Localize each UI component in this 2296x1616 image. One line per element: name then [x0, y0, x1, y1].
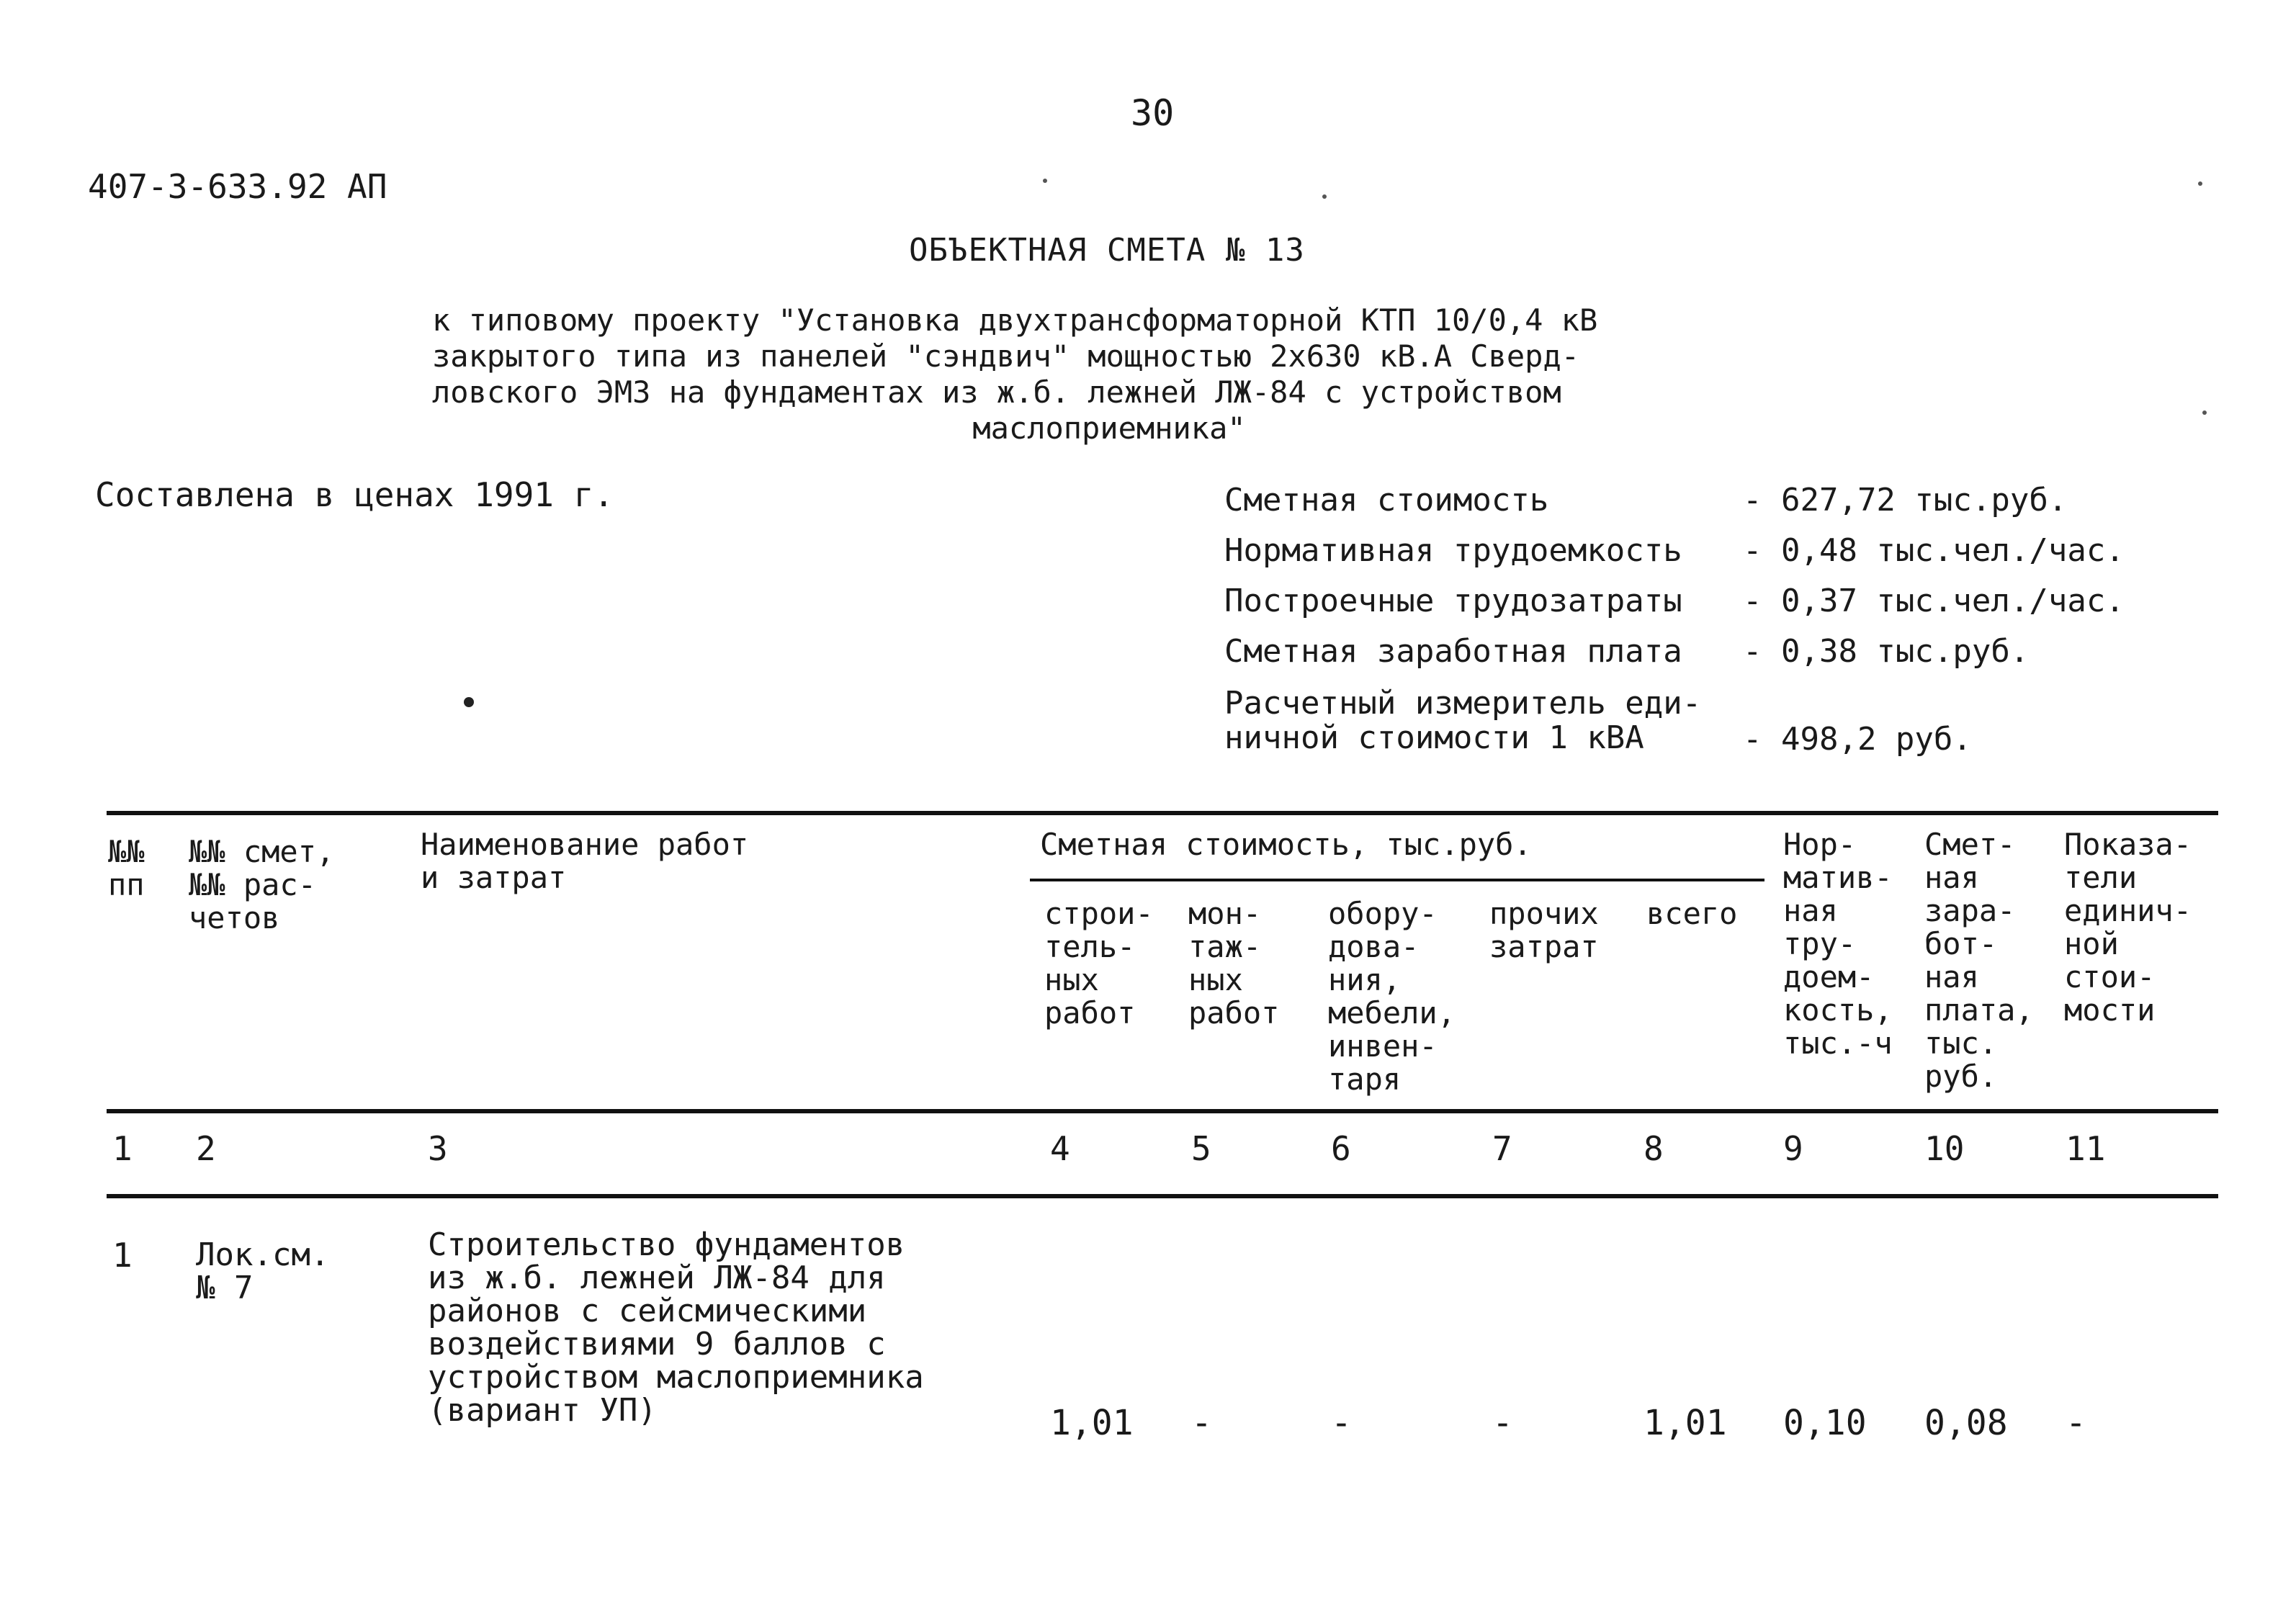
header-estimate-ref: №№ смет, №№ рас- четов [189, 834, 335, 935]
summary-row [1224, 576, 2125, 627]
row-number: 1 [112, 1236, 133, 1275]
group-header-rule [1030, 879, 1764, 881]
summary-row [1224, 627, 2125, 677]
scan-speck [2202, 410, 2207, 415]
summary-row [1224, 526, 2125, 576]
header-construction: строи- тель- ных работ [1044, 896, 1154, 1031]
summary-value: - 627,72 тыс.руб. [1743, 482, 2068, 519]
header-total: всего [1646, 896, 1738, 931]
header-equipment: обору- дова- ния, мебели, инвен- таря [1328, 896, 1456, 1097]
column-number: 3 [428, 1129, 448, 1168]
column-number: 6 [1331, 1129, 1351, 1168]
column-number: 8 [1643, 1129, 1664, 1168]
row-total-cost: 1,01 [1643, 1403, 1727, 1443]
row-labor: 0,10 [1783, 1403, 1867, 1443]
scan-speck [464, 697, 474, 707]
subtitle-line: ловского ЭМЗ на фундаментах из ж.б. лежней ЛЖ-84 с устройством [432, 374, 1561, 410]
column-number: 2 [196, 1129, 216, 1168]
row-construction-cost: 1,01 [1050, 1403, 1134, 1443]
header-other: прочих затрат [1489, 896, 1599, 964]
summary-row [1224, 475, 2125, 526]
cost-summary [1224, 475, 2125, 765]
row-installation-cost: - [1191, 1403, 1212, 1443]
header-installation: мон- таж- ных работ [1188, 896, 1280, 1031]
column-numbers-rule [107, 1194, 2218, 1198]
row-equipment-cost: - [1331, 1403, 1352, 1443]
subtitle-line: к типовому проекту "Установка двухтрансформаторной КТП 10/0,4 кВ [432, 302, 1598, 338]
summary-label: Построечные трудозатраты [1224, 583, 1682, 619]
row-wages: 0,08 [1924, 1403, 2008, 1443]
row-unit-cost: - [2066, 1403, 2086, 1443]
column-number: 11 [2066, 1129, 2106, 1168]
document-title: ОБЪЕКТНАЯ СМЕТА № 13 [909, 232, 1305, 269]
scan-speck [2198, 181, 2202, 186]
summary-value: - 498,2 руб. [1743, 721, 1972, 758]
scan-speck [1322, 194, 1327, 199]
row-estimate-ref: Лок.см. № 7 [196, 1236, 330, 1306]
summary-label: Расчетный измеритель еди- ничной стоимости 1 кВА [1224, 685, 1702, 756]
summary-value: - 0,37 тыс.чел./час. [1743, 583, 2125, 619]
header-labor: Нор- матив- ная тру- доем- кость, тыс.-ч [1783, 827, 1893, 1061]
column-number: 10 [1924, 1129, 1965, 1168]
header-row-number: №№ пп [108, 834, 145, 902]
column-number: 1 [112, 1129, 133, 1168]
column-number: 4 [1050, 1129, 1070, 1168]
summary-value: - 0,48 тыс.чел./час. [1743, 532, 2125, 569]
summary-label: Сметная стоимость [1224, 482, 1549, 519]
column-number: 5 [1191, 1129, 1211, 1168]
subtitle-line: маслоприемника" [972, 410, 1246, 446]
document-code: 407-3-633.92 АП [88, 167, 387, 206]
summary-row [1224, 677, 2125, 765]
column-number: 9 [1783, 1129, 1803, 1168]
row-other-cost: - [1492, 1403, 1513, 1443]
row-work-name: Строительство фундаментов из ж.б. лежней ЛЖ-84 для районов с сейсмическими воздействиями 9 баллов с устройством маслоприемника (вариант УП) [428, 1226, 924, 1429]
column-number: 7 [1492, 1129, 1512, 1168]
table-top-rule [107, 811, 2218, 815]
page-number: 30 [1131, 92, 1175, 134]
scan-speck [1043, 179, 1047, 183]
header-cost-group: Сметная стоимость, тыс.руб. [1040, 827, 1532, 862]
summary-label: Сметная заработная плата [1224, 633, 1682, 670]
summary-label: Нормативная трудоемкость [1224, 532, 1682, 569]
summary-value: - 0,38 тыс.руб. [1743, 633, 2030, 670]
prices-note: Составлена в ценах 1991 г. [95, 475, 614, 514]
subtitle-line: закрытого типа из панелей "сэндвич" мощностью 2х630 кВ.А Сверд- [432, 338, 1580, 374]
header-work-name: Наименование работ и затрат [421, 827, 749, 895]
header-unit-cost: Показа- тели единич- ной стои- мости [2064, 827, 2192, 1028]
header-wages: Смет- ная зара- бот- ная плата, тыс. руб. [1924, 827, 2034, 1094]
document-subtitle [432, 302, 1786, 446]
header-bottom-rule [107, 1109, 2218, 1113]
